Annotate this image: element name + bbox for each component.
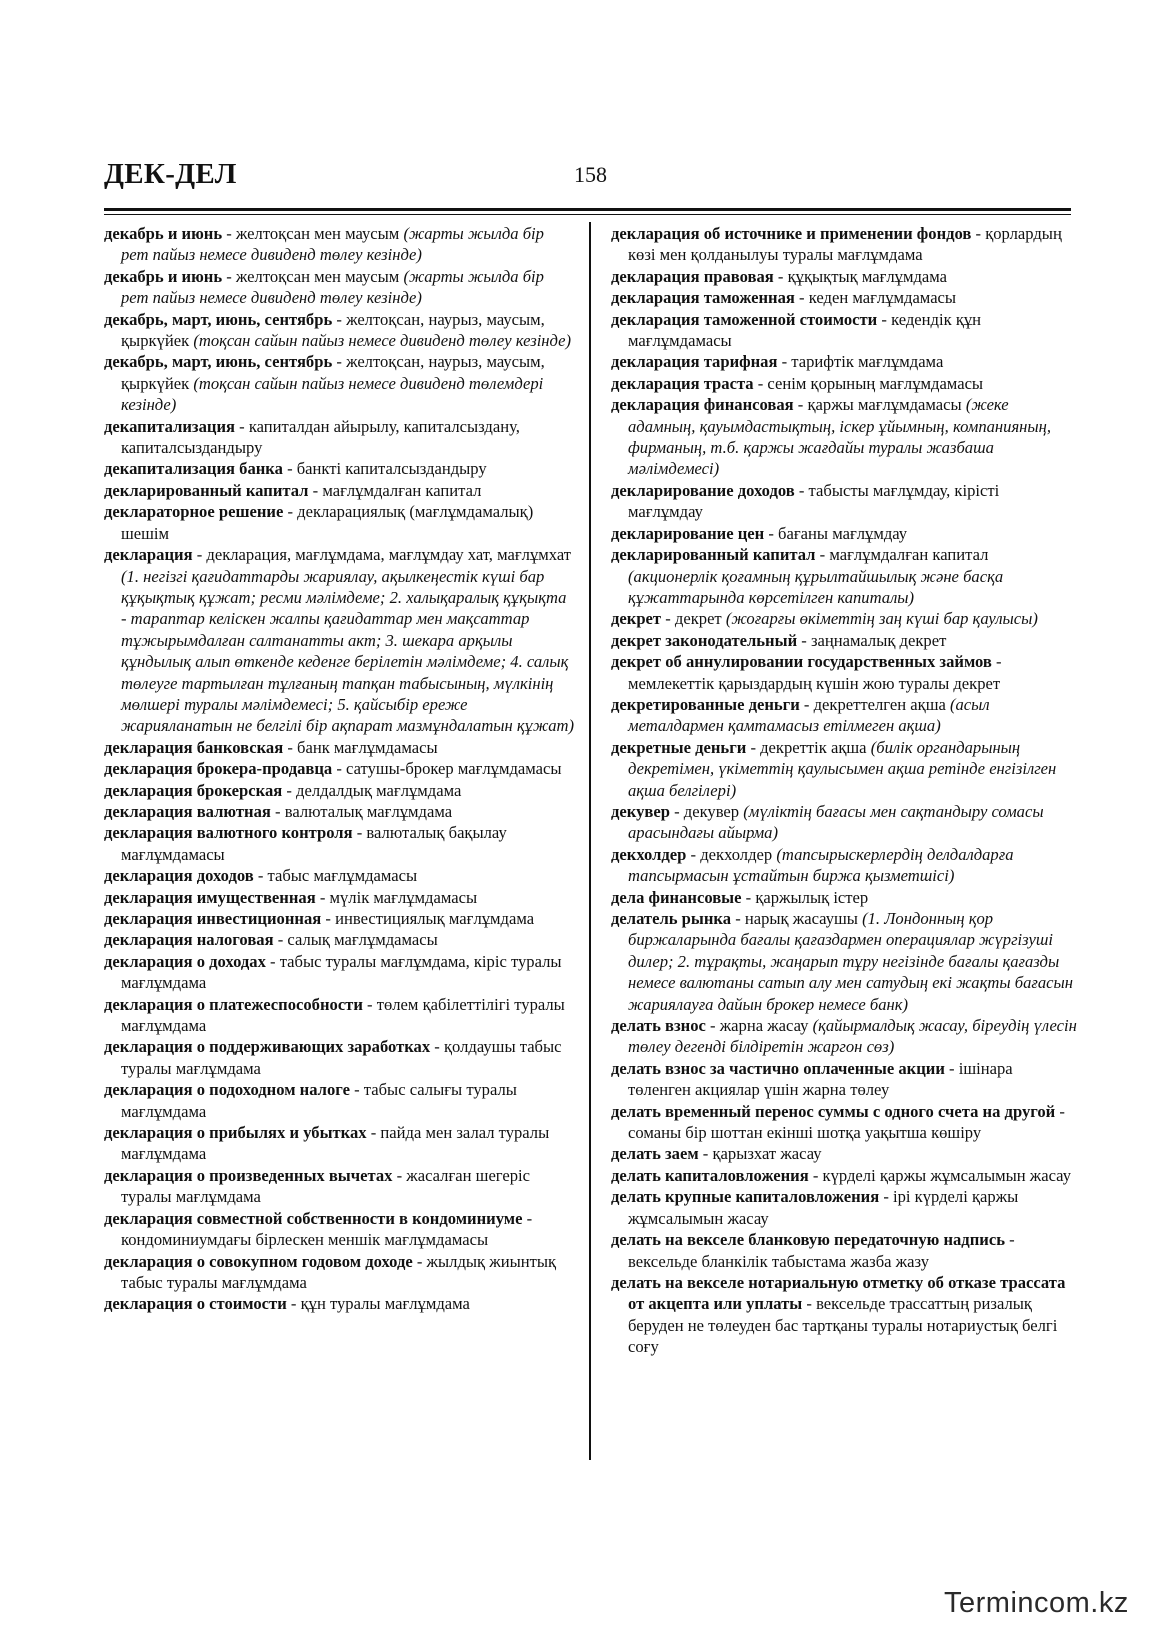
- dictionary-entry: [104, 929, 574, 950]
- entry-term: декларация о подоходном налоге: [104, 1080, 350, 1100]
- entry-note: (асыл металдармен қамтамасыз етілмеген ақша): [628, 694, 990, 736]
- entry-term: декларация о стоимости: [104, 1294, 287, 1314]
- dictionary-entry: [611, 908, 1077, 1015]
- entry-term: декабрь, март, июнь, сентябрь: [104, 352, 333, 372]
- entry-translation: - табысты мағлұмдау, кірісті мағлұмдау: [628, 480, 1000, 522]
- dictionary-entry: [611, 651, 1077, 694]
- entry-note: (мүліктің бағасы мен сақтандыру сомасы арасындағы айырма): [628, 801, 1044, 843]
- dictionary-entry: [611, 1058, 1077, 1101]
- dictionary-entry: [104, 416, 574, 459]
- dictionary-entry: [611, 309, 1077, 352]
- entry-note: (1. негізгі қағидаттарды жариялау, ақылкеңестік күші бар құқықтық құжат; ресми мәлімдеме; 2. халықаралық құқықта - тараптар келіскен жалпы қағидаттар мен мақсаттар тұжырымдалған салтанатты акт; 3. шекара арқылы құндылық алып өткенде кеденге берілетін мәлімдеме; 4. салық төлеуге тартылған тұлғаның тапқан табысының, мүлкінің мөлшері туралы мәлімдемесі; 5. қайсыбір ереже жарияланатын не белгілі бір ақпарат мазмұндалатын құжат): [121, 566, 574, 736]
- entry-term: декларация о совокупном годовом доходе: [104, 1251, 413, 1271]
- entry-term: декларация доходов: [104, 866, 254, 886]
- dictionary-entry: [104, 1036, 574, 1079]
- entry-term: делать на векселе нотариальную отметку об отказе трассата от акцепта или уплаты: [611, 1272, 1066, 1314]
- entry-translation: - табыс мағлұмдамасы: [253, 866, 418, 886]
- dictionary-entry: [104, 458, 574, 479]
- entry-translation: - декларация, мағлұмдама, мағлұмдау хат, мағлұмхат: [192, 545, 572, 565]
- dictionary-entry: [611, 887, 1077, 908]
- entry-term: декретированные деньги: [611, 694, 800, 714]
- right-column: [611, 223, 1077, 1358]
- entry-translation: - сатушы-брокер мағлұмдамасы: [332, 759, 562, 779]
- entry-translation: - вексельде бланкілік табыстама жазба жазу: [628, 1230, 1015, 1271]
- entry-term: дела финансовые: [611, 887, 742, 907]
- entry-term: декапитализация: [104, 416, 235, 436]
- entry-note: (жарты жылда бір рет пайыз немесе дивиденд төлеу кезінде): [121, 266, 544, 308]
- entry-term: декларация траста: [611, 373, 754, 393]
- entry-term: делать крупные капиталовложения: [611, 1187, 880, 1207]
- entry-term: декларация имущественная: [104, 887, 316, 907]
- dictionary-entry: [104, 266, 574, 309]
- entry-translation: - делдалдық мағлұмдама: [282, 780, 462, 800]
- entry-translation: - желтоқсан мен маусым: [222, 266, 404, 286]
- dictionary-entry: [104, 994, 574, 1037]
- entry-term: декларированный капитал: [104, 480, 309, 500]
- entry-note: (жоғарғы өкіметтің заң күші бар қаулысы): [725, 609, 1038, 629]
- entry-translation: - нарық жасаушы: [731, 909, 863, 928]
- entry-note: (1. Лондонның қор биржаларында бағалы қағаздармен операциялар жүргізуші дилер; 2. тұрақты, жаңарып тұру негізінде бағалы қағазды немесе валютаны сатып алу мен сатудың екі жақты бағасын жариялауға дайын брокер немесе банк): [628, 909, 1073, 1014]
- entry-term: делать на векселе бланковую передаточную надпись: [611, 1230, 1005, 1250]
- entry-term: декларация валютного контроля: [104, 823, 353, 843]
- left-column: [104, 223, 574, 1315]
- entry-translation: - табыс салығы туралы мағлұмдама: [121, 1080, 517, 1121]
- entry-note: (қайырмалдық жасау, біреудің үлесін төлеу дегенді білдіретін жаргон сөз): [628, 1016, 1077, 1057]
- entry-translation: - қаржылық істер: [741, 887, 869, 907]
- entry-translation: - декларациялық (мағлұмдамалық) шешім: [121, 502, 534, 543]
- dictionary-entry: [104, 865, 574, 886]
- dictionary-entry: [611, 1015, 1077, 1058]
- entry-term: декларация о доходах: [104, 951, 266, 971]
- dictionary-entry: [104, 1079, 574, 1122]
- entry-term: декларация финансовая: [611, 395, 794, 415]
- entry-note: (жеке адамның, қауымдастықтың, іскер ұйымның, компанияның, фирманың, т.б. қаржы жағдайы туралы жазбаша мәлімдемесі): [628, 395, 1052, 479]
- dictionary-entry: [611, 1272, 1077, 1358]
- entry-translation: - вексельде трассаттың ризалық беруден не төлеуден бас тартқаны туралы нотариустық белгі соғу: [628, 1294, 1058, 1357]
- entry-term: декларация таможенной стоимости: [611, 309, 878, 329]
- dictionary-entry: [104, 309, 574, 352]
- dictionary-entry: [611, 287, 1077, 308]
- header-rule-thin: [104, 214, 1071, 215]
- logo-text: Termincom.kz: [944, 1587, 1129, 1619]
- entry-translation: - декхолдер: [686, 844, 777, 864]
- entry-term: декларация таможенная: [611, 288, 795, 308]
- entry-term: делать капиталовложения: [611, 1165, 809, 1185]
- entry-translation: - валюталық бақылау мағлұмдамасы: [121, 823, 507, 864]
- dictionary-entry: [611, 844, 1077, 887]
- entry-translation: - кеден мағлұмдамасы: [794, 288, 957, 308]
- dictionary-entry: [611, 394, 1077, 480]
- entry-note: (тоқсан сайын пайыз немесе дивиденд төлеу кезінде): [193, 331, 572, 351]
- dictionary-entry: [104, 1251, 574, 1294]
- entry-translation: - жасалған шегеріс туралы мағлұмдама: [121, 1165, 531, 1207]
- entry-note: (тапсырыскерлердің делдалдарға тапсырмасын ұстайтын биржа қызметшісі): [628, 844, 1014, 886]
- entry-term: декларированный капитал: [611, 545, 816, 565]
- entry-term: декрет законодательный: [611, 630, 798, 650]
- entry-translation: - бағаны мағлұмдау: [764, 523, 908, 543]
- entry-translation: - ішінара төленген акциялар үшін жарна төлеу: [628, 1058, 1013, 1100]
- dictionary-entry: [611, 1186, 1077, 1229]
- dictionary-entry: [104, 758, 574, 779]
- entry-translation: - салық мағлұмдамасы: [273, 930, 438, 950]
- entry-translation: - төлем қабілеттілігі туралы мағлұмдама: [121, 994, 565, 1036]
- dictionary-entry: [611, 694, 1077, 737]
- entry-term: делатель рынка: [611, 909, 732, 928]
- dictionary-entry: [104, 501, 574, 544]
- entry-translation: - ірі күрделі қаржы жұмсалымын жасау: [628, 1187, 1019, 1228]
- entry-translation: - құн туралы мағлұмдама: [286, 1294, 470, 1314]
- entry-term: декларация правовая: [611, 266, 774, 286]
- entry-translation: - тарифтік мағлұмдама: [777, 352, 944, 372]
- entry-term: декларирование цен: [611, 523, 765, 543]
- dictionary-entry: [611, 223, 1077, 266]
- entry-note: (акционерлік қоғамның құрылтайшылық және басқа құжаттарында көрсетілген капиталы): [628, 566, 1004, 607]
- entry-term: делать взнос за частично оплаченные акции: [611, 1058, 945, 1078]
- entry-term: декретные деньги: [611, 737, 747, 757]
- dictionary-entry: [104, 480, 574, 501]
- entry-term: декларация инвестиционная: [104, 909, 322, 928]
- dictionary-entry: [611, 544, 1077, 608]
- entry-term: декхолдер: [611, 844, 687, 864]
- entry-translation: - пайда мен залал туралы мағлұмдама: [121, 1123, 550, 1164]
- entry-term: декларация налоговая: [104, 930, 274, 950]
- page-header-title: ДЕК-ДЕЛ: [104, 158, 237, 190]
- dictionary-entry: [611, 1101, 1077, 1144]
- dictionary-entry: [104, 908, 574, 929]
- entry-translation: - мағлұмдалған капитал: [308, 480, 482, 500]
- entry-translation: - декрет: [661, 609, 726, 629]
- entry-note: (тоқсан сайын пайыз немесе дивиденд төлемдері кезінде): [121, 373, 544, 415]
- dictionary-entry: [104, 1293, 574, 1314]
- dictionary-entry: [104, 1122, 574, 1165]
- dictionary-entry: [611, 801, 1077, 844]
- entry-translation: - инвестициялық мағлұмдама: [321, 909, 535, 928]
- entry-term: декабрь, март, июнь, сентябрь: [104, 309, 333, 329]
- entry-translation: - желтоқсан мен маусым: [222, 224, 404, 243]
- entry-term: декапитализация банка: [104, 459, 283, 479]
- entry-translation: - мемлекеттік қарыздардың күшін жою туралы декрет: [628, 652, 1002, 693]
- entry-translation: - мүлік мағлұмдамасы: [315, 887, 478, 907]
- entry-translation: - қорлардың көзі мен қолданылуы туралы мағлұмдама: [628, 224, 1062, 265]
- entry-term: декларация совместной собственности в кондоминиуме: [104, 1208, 523, 1228]
- entry-translation: - қолдаушы табыс туралы мағлұмдама: [121, 1037, 562, 1078]
- dictionary-entry: [611, 523, 1077, 544]
- entry-term: декларация о произведенных вычетах: [104, 1165, 393, 1185]
- dictionary-entry: [611, 608, 1077, 629]
- entry-term: делать временный перенос суммы с одного счета на другой: [611, 1101, 1056, 1121]
- entry-term: декрет: [611, 609, 662, 629]
- dictionary-entry: [611, 630, 1077, 651]
- entry-term: декларирование доходов: [611, 480, 795, 500]
- dictionary-entry: [611, 737, 1077, 801]
- entry-translation: - желтоқсан, наурыз, маусым, қыркүйек: [121, 352, 545, 393]
- entry-term: декларация о платежеспособности: [104, 994, 363, 1014]
- entry-translation: - валюталық мағлұмдама: [270, 801, 453, 821]
- dictionary-entry: [104, 544, 574, 737]
- dictionary-entry: [104, 351, 574, 415]
- entry-translation: - табыс туралы мағлұмдама, кіріс туралы мағлұмдама: [121, 951, 562, 993]
- entry-translation: - желтоқсан, наурыз, маусым, қыркүйек: [121, 309, 545, 351]
- dictionary-entry: [611, 351, 1077, 372]
- entry-term: декларация валютная: [104, 801, 271, 821]
- dictionary-entry: [104, 951, 574, 994]
- entry-term: делать взнос: [611, 1016, 706, 1036]
- dictionary-entry: [104, 887, 574, 908]
- entry-term: декувер: [611, 801, 670, 821]
- entry-translation: - жылдық жиынтық табыс туралы мағлұмдама: [121, 1251, 557, 1292]
- entry-term: декларация об источнике и применении фондов: [611, 224, 972, 243]
- dictionary-entry: [104, 737, 574, 758]
- page-number: 158: [574, 162, 607, 187]
- dictionary-entry: [611, 1165, 1077, 1186]
- header-rule-thick: [104, 208, 1071, 211]
- entry-term: декабрь и июнь: [104, 224, 223, 243]
- entry-translation: - декувер: [669, 801, 744, 821]
- entry-translation: - банкті капиталсыздандыру: [282, 459, 487, 479]
- dictionary-entry: [104, 780, 574, 801]
- entry-translation: - құқықтық мағлұмдама: [773, 266, 948, 286]
- termincom-logo: [944, 1583, 1144, 1627]
- entry-translation: - жарна жасау: [705, 1016, 813, 1036]
- entry-term: делать заем: [611, 1144, 699, 1164]
- entry-translation: - декреттелген ақша: [799, 694, 950, 714]
- entry-term: декларация тарифная: [611, 352, 778, 372]
- dictionary-entry: [611, 480, 1077, 523]
- entry-translation: - капиталдан айырылу, капиталсыздану, капиталсыздандыру: [121, 416, 520, 458]
- entry-term: декларация банковская: [104, 737, 284, 757]
- entry-translation: - қарызхат жасау: [698, 1144, 822, 1164]
- entry-translation: - кедендік құн мағлұмдамасы: [628, 309, 982, 351]
- entry-term: декларация брокера-продавца: [104, 759, 333, 779]
- dictionary-entry: [104, 223, 574, 266]
- entry-term: декрет об аннулировании государственных займов: [611, 652, 992, 672]
- dictionary-entry: [611, 266, 1077, 287]
- entry-translation: - күрделі қаржы жұмсалымын жасау: [808, 1165, 1071, 1185]
- dictionary-entry: [104, 1208, 574, 1251]
- entry-term: декларация брокерская: [104, 780, 283, 800]
- entry-term: декларация о прибылях и убытках: [104, 1123, 367, 1143]
- entry-term: деклараторное решение: [104, 502, 284, 522]
- entry-translation: - қаржы мағлұмдамасы: [793, 395, 966, 415]
- entry-translation: - банк мағлұмдамасы: [283, 737, 438, 757]
- entry-translation: - заңнамалық декрет: [797, 630, 947, 650]
- dictionary-entry: [611, 1229, 1077, 1272]
- entry-translation: - сенім қорының мағлұмдамасы: [753, 373, 984, 393]
- entry-term: декабрь и июнь: [104, 266, 223, 286]
- dictionary-entry: [611, 373, 1077, 394]
- entry-note: (жарты жылда бір рет пайыз немесе дивиденд төлеу кезінде): [121, 224, 544, 265]
- dictionary-entry: [104, 801, 574, 822]
- entry-translation: - мағлұмдалған капитал: [815, 545, 989, 565]
- entry-term: декларация о поддерживающих заработках: [104, 1037, 431, 1057]
- entry-translation: - соманы бір шоттан екінші шотқа уақытша көшіру: [628, 1101, 1065, 1143]
- entry-translation: - кондоминиумдағы бірлескен меншік мағлұмдамасы: [121, 1208, 533, 1250]
- column-divider: [589, 222, 591, 1460]
- dictionary-entry: [104, 822, 574, 865]
- dictionary-entry: [611, 1143, 1077, 1164]
- entry-term: декларация: [104, 545, 193, 565]
- entry-translation: - декреттік ақша: [746, 737, 871, 757]
- entry-note: (билік органдарының декретімен, үкіметтің қаулысымен ақша ретінде енгізілген ақша белгілері): [628, 737, 1057, 800]
- dictionary-entry: [104, 1165, 574, 1208]
